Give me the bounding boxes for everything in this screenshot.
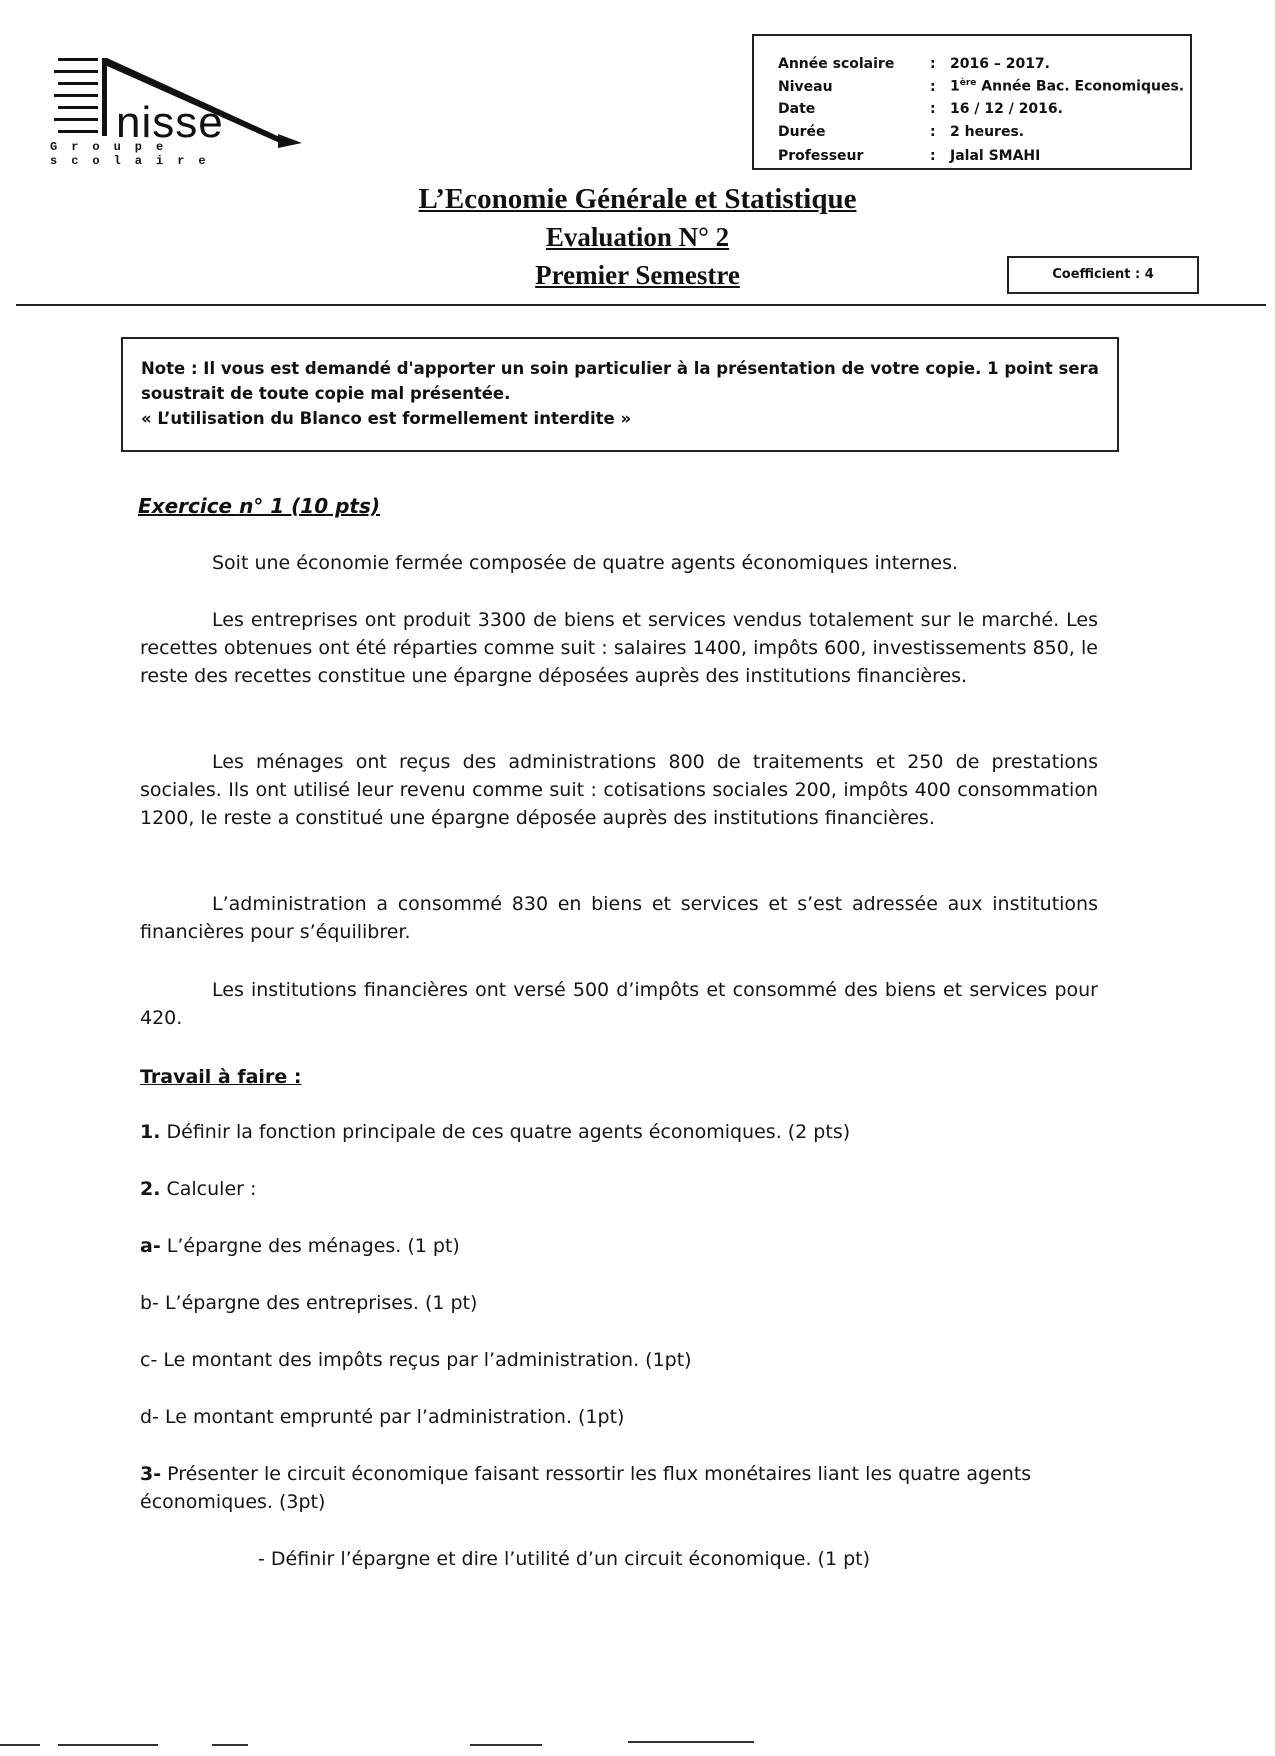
question-1: 1. Définir la fonction principale de ces quatre agents économiques. (2 pts) <box>140 1121 851 1143</box>
scan-artifact <box>470 1744 542 1746</box>
question-2d: d- Le montant emprunté par l’administration. (1pt) <box>140 1406 625 1428</box>
scan-artifact <box>0 1744 40 1746</box>
exam-info-box <box>752 34 1192 170</box>
question-3-sub: - Définir l’épargne et dire l’utilité d’un circuit économique. (1 pt) <box>258 1548 870 1570</box>
note-blanco: « L’utilisation du Blanco est formellement interdite » <box>141 409 632 428</box>
note-box <box>121 337 1119 452</box>
question-2b: b- L’épargne des entreprises. (1 pt) <box>140 1292 478 1314</box>
school-logo <box>50 48 300 168</box>
semester-title: Premier Semestre <box>535 260 740 290</box>
exercise-title: Exercice n° 1 (10 pts) <box>138 494 381 518</box>
scan-artifact <box>628 1741 754 1743</box>
logo-subtitle: Groupe scolaire <box>50 140 220 168</box>
scan-artifact <box>212 1744 248 1746</box>
work-title: Travail à faire : <box>140 1066 302 1088</box>
note-text: Note : Il vous est demandé d'apporter un soin particulier à la présentation de votre copie. 1 point sera soustrait de toute copie mal présentée. <box>141 359 1099 403</box>
question-2c: c- Le montant des impôts reçus par l’administration. (1pt) <box>140 1349 692 1371</box>
evaluation-title: Evaluation N° 2 <box>545 222 730 252</box>
info-row-year: Année scolaire : 2016 – 2017. <box>778 56 1050 72</box>
info-row-teacher: Professeur : Jalal SMAHI <box>778 148 1041 164</box>
exercise-paragraph: Les ménages ont reçus des administrations 800 de traitements et 250 de prestations sociales. Ils ont utilisé leur revenu comme suit : cotisations sociales 200, impôts 400 consommation 1200, le reste a constitué une épargne déposée auprès des institutions financières. <box>140 751 1098 829</box>
coefficient-box: Coefficient : 4 <box>1007 256 1199 294</box>
exercise-paragraph: Soit une économie fermée composée de quatre agents économiques internes. <box>212 552 959 574</box>
exercise-paragraph: L’administration a consommé 830 en biens et services et s’est adressée aux institutions financières pour s’équilibrer. <box>140 893 1098 943</box>
question-3: 3- Présenter le circuit économique faisant ressortir les flux monétaires liant les quatre agents économiques. (3pt) <box>140 1463 1032 1513</box>
question-2a: a- L’épargne des ménages. (1 pt) <box>140 1235 460 1257</box>
info-row-duration: Durée : 2 heures. <box>778 124 1025 140</box>
logo-name: nisse <box>116 98 224 147</box>
scan-artifact <box>58 1744 158 1746</box>
exercise-paragraph: Les institutions financières ont versé 500 d’impôts et consommé des biens et services pour 420. <box>140 979 1098 1029</box>
page-title: L’Economie Générale et Statistique <box>418 183 857 215</box>
info-row-level: Niveau : 1ère Année Bac. Economiques. <box>778 78 1185 95</box>
question-2: 2. Calculer : <box>140 1178 257 1200</box>
exercise-paragraph: Les entreprises ont produit 3300 de biens et services vendus totalement sur le marché. Les recettes obtenues ont été réparties comme suit : salaires 1400, impôts 600, investissements 850, le reste des recettes constitue une épargne déposées auprès des institutions financières. <box>140 609 1098 687</box>
header-divider <box>16 304 1266 306</box>
info-row-date: Date : 16 / 12 / 2016. <box>778 101 1063 117</box>
